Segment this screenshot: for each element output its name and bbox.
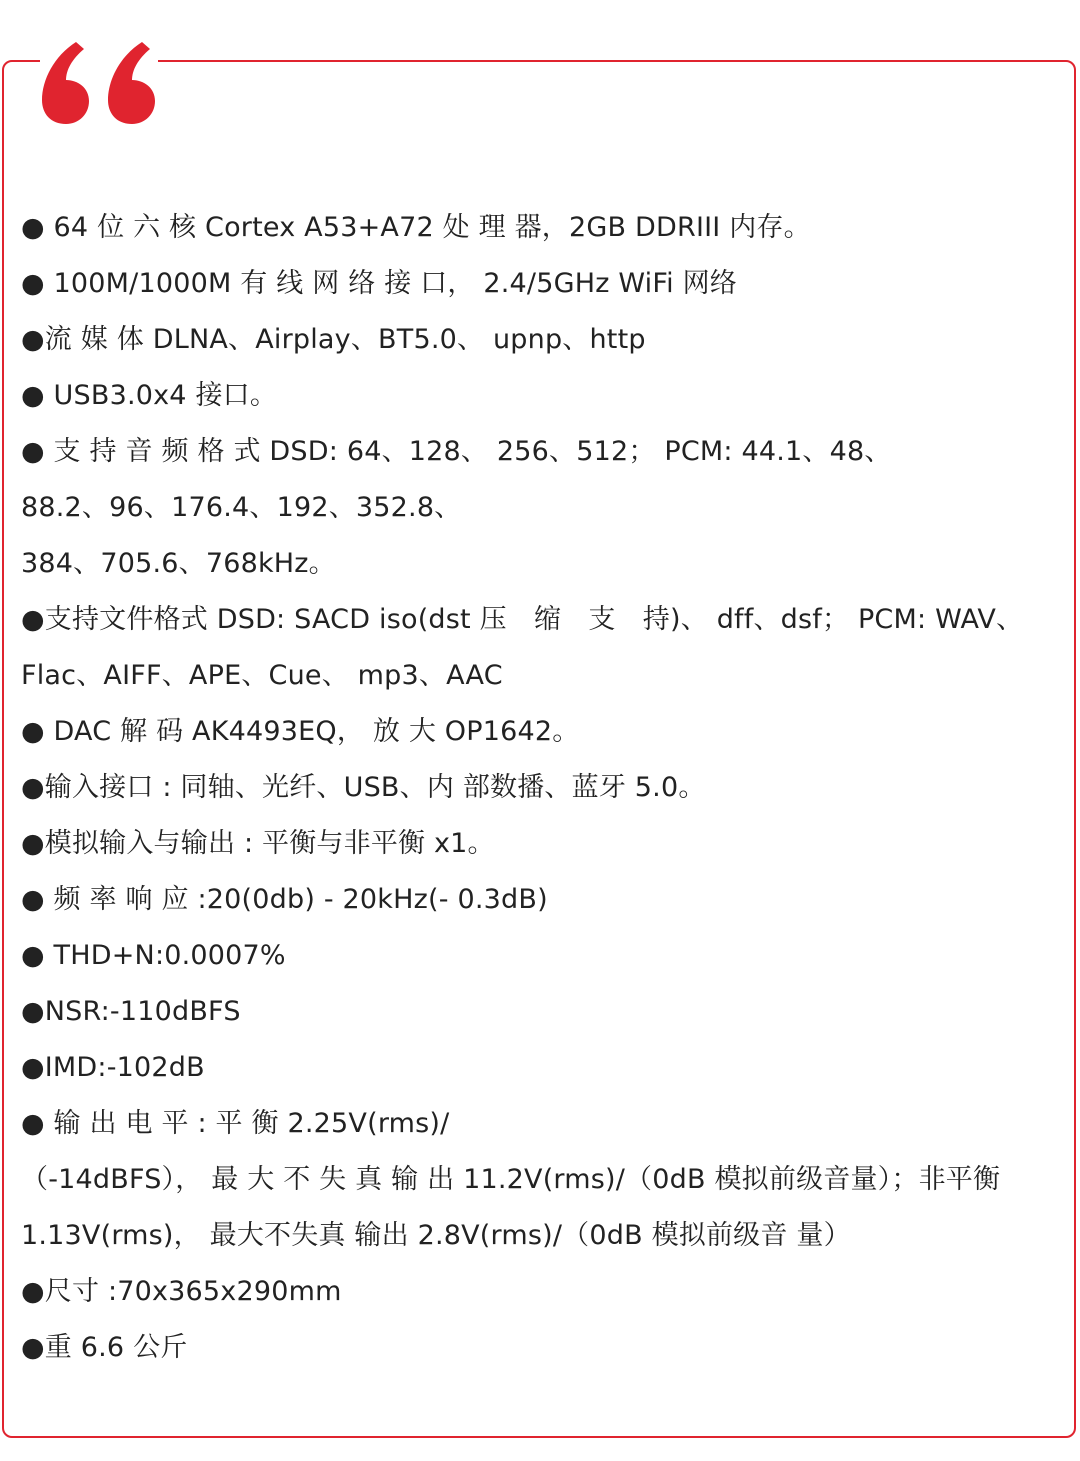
spec-line-cpu: ● 64 位 六 核 Cortex A53+A72 处 理 器，2GB DDRIII 内存。 <box>21 212 811 243</box>
spec-line-dimensions: ●尺寸 :70x365x290mm <box>21 1276 342 1307</box>
spec-line-streaming: ●流 媒 体 DLNA、Airplay、BT5.0、 upnp、http <box>21 324 646 355</box>
spec-line-audio-formats-cont-1: 88.2、96、176.4、192、352.8、 <box>21 492 462 523</box>
spec-line-output-level-cont-2: 1.13V(rms)， 最大不失真 输出 2.8V(rms)/（0dB 模拟前级音 量） <box>21 1220 851 1251</box>
spec-line-nsr: ●NSR:-110dBFS <box>21 996 241 1027</box>
spec-line-file-formats: ●支持文件格式 DSD: SACD iso(dst 压 缩 支 持)、 dff、dsf； PCM: WAV、 <box>21 604 1024 635</box>
spec-line-usb: ● USB3.0x4 接口。 <box>21 380 278 411</box>
spec-line-output-level: ● 输 出 电 平 : 平 衡 2.25V(rms)/ <box>21 1108 450 1139</box>
spec-line-file-formats-cont: Flac、AIFF、APE、Cue、 mp3、AAC <box>21 660 503 691</box>
spec-line-imd: ●IMD:-102dB <box>21 1052 205 1083</box>
opening-quote-icon <box>40 42 158 124</box>
spec-line-frequency-response: ● 频 率 响 应 :20(0db) - 20kHz(- 0.3dB) <box>21 884 548 915</box>
spec-line-output-level-cont-1: （-14dBFS）， 最 大 不 失 真 输 出 11.2V(rms)/（0dB 模拟前级音量）；非平衡 <box>21 1164 1001 1195</box>
spec-line-inputs: ●输入接口 : 同轴、光纤、USB、内 部数播、蓝牙 5.0。 <box>21 772 706 803</box>
spec-line-dac: ● DAC 解 码 AK4493EQ， 放 大 OP1642。 <box>21 716 580 747</box>
spec-line-audio-formats: ● 支 持 音 频 格 式 DSD: 64、128、 256、512； PCM: 44.1、48、 <box>21 436 892 467</box>
spec-line-thd: ● THD+N:0.0007% <box>21 940 286 971</box>
spec-list <box>21 200 1066 1376</box>
spec-line-audio-formats-cont-2: 384、705.6、768kHz。 <box>21 548 336 579</box>
spec-line-network: ● 100M/1000M 有 线 网 络 接 口， 2.4/5GHz WiFi 网络 <box>21 268 738 299</box>
spec-line-analog-io: ●模拟输入与输出 : 平衡与非平衡 x1。 <box>21 828 495 859</box>
spec-line-weight: ●重 6.6 公斤 <box>21 1332 188 1363</box>
